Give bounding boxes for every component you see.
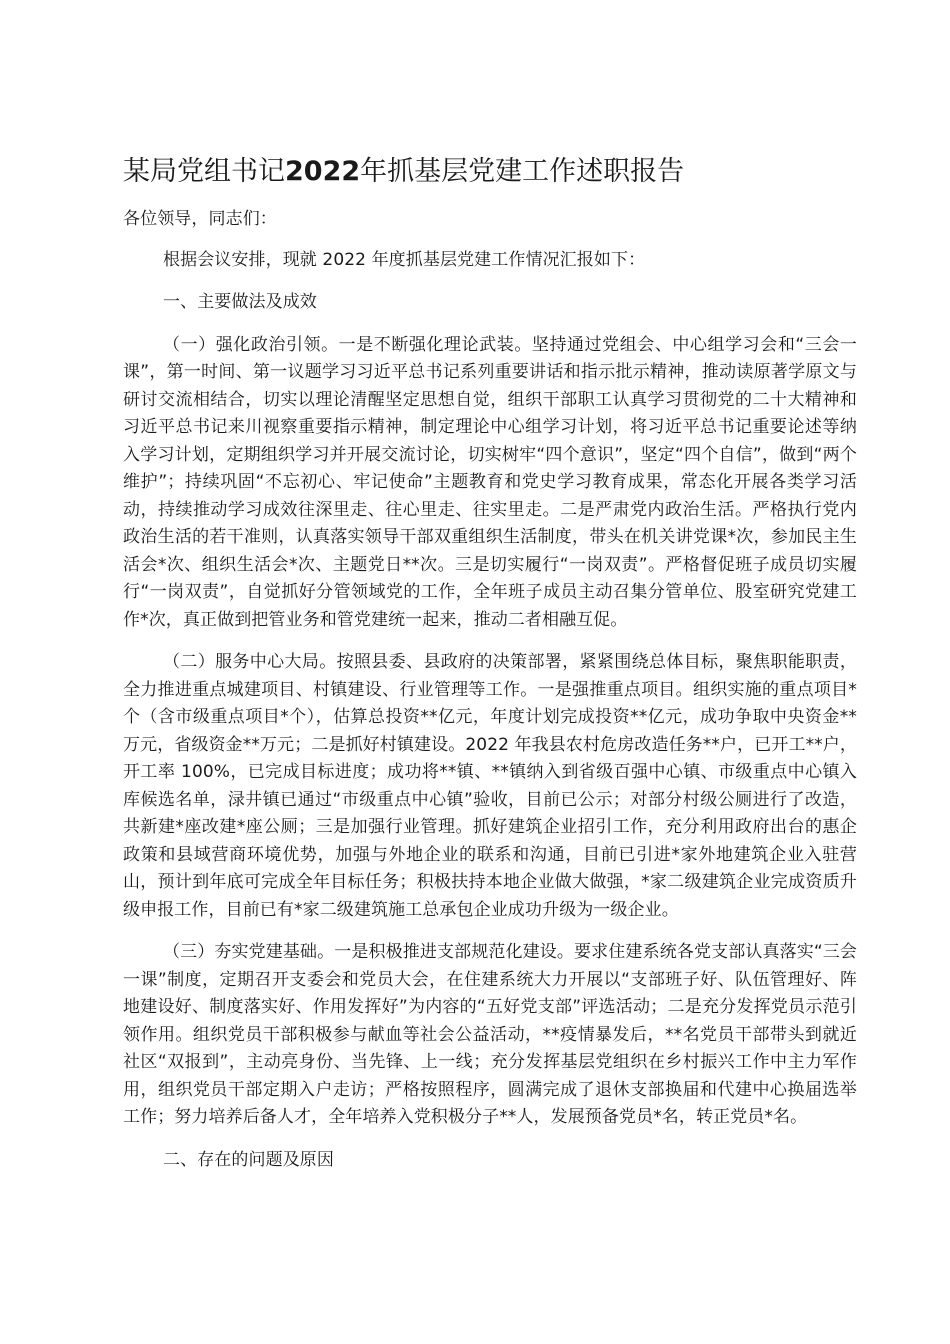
section-heading-1: 一、主要做法及成效 (163, 292, 317, 312)
title-suffix: 年抓基层党建工作述职报告 (360, 156, 685, 187)
section-heading-2: 二、存在的问题及原因 (163, 1149, 334, 1170)
document-title (123, 152, 903, 192)
document-body (123, 206, 857, 1189)
title-year: 2022 (285, 156, 361, 187)
title-prefix: 某局党组书记 (123, 156, 285, 187)
paragraph-party-foundation: （三）夯实党建基础。一是积极推进支部规范化建设。要求住建系统各党支部认真落实“三会一课”制度，定期召开支委会和党员大会，在住建系统大力开展以“支部班子好、队伍管理好、阵地建设好、制度落实好、作用发挥好”为内容的“五好党支部”评选活动；二是充分发挥党员示范引领作用。组织党员干部积极参与献血等社会公益活动，**疫情暴发后，**名党员干部带头到就近社区“双报到”，主动亮身份、当先锋、上一线；充分发挥基层党组织在乡村振兴工作中主力军作用，组织党员干部定期入户走访；严格按照程序，圆满完成了退休支部换届和代建中心换届选举工作；努力培养后备人才，全年培养入党积极分子**人，发展预备党员*名，转正党员*名。 (123, 942, 857, 1127)
intro-paragraph: 根据会议安排，现就 2022 年度抓基层党建工作情况汇报如下： (163, 249, 646, 270)
paragraph-political-leadership: （一）强化政治引领。一是不断强化理论武装。坚持通过党组会、中心组学习会和“三会一课”，第一时间、第一议题学习习近平总书记系列重要讲话和指示批示精神，推动读原著学原文与研讨交流相结合，切实以理论清醒坚定思想自觉，组织干部职工认真学习贯彻党的二十大精神和习近平总书记来川视察重要指示精神，制定理论中心组学习计划，将习近平总书记重要论述等纳入学习计划，定期组织学习并开展交流讨论，切实树牢“四个意识”，坚定“四个自信”，做到“两个维护”；持续巩固“不忘初心、牢记使命”主题教育和党史学习教育成果，常态化开展各类学习活动，持续推动学习成效往深里走、往心里走、往实里走。二是严肃党内政治生活。严格执行党内政治生活的若干准则，认真落实领导干部双重组织生活制度，带头在机关讲党课*次，参加民主生活会*次、组织生活会*次、主题党日**次。三是切实履行“一岗双责”。严格督促班子成员切实履行“一岗双责”，自觉抓好分管领域党的工作，全年班子成员主动召集分管单位、股室研究党建工作*次，真正做到把管业务和管党建统一起来，推动二者相融互促。 (123, 334, 857, 630)
paragraph-serve-center: （二）服务中心大局。按照县委、县政府的决策部署，紧紧围绕总体目标，聚焦职能职责，全力推进重点城建项目、村镇建设、行业管理等工作。一是强推重点项目。组织实施的重点项目*个（含市级重点项目*个），估算总投资**亿元，年度计划完成投资**亿元，成功争取中央资金**万元，省级资金**万元；二是抓好村镇建设。2022 年我县农村危房改造任务**户，已开工**户，开工率 100%，已完成目标进度；成功将**镇、**镇纳入到省级百强中心镇、市级重点中心镇入库候选名单，渌井镇已通过“市级重点中心镇”验收，目前已公示；对部分村级公厕进行了改造，共新建*座改建*座公厕；三是加强行业管理。抓好建筑企业招引工作，充分利用政府出台的惠企政策和县域营商环境优势，加强与外地企业的联系和沟通，目前已引进*家外地建筑企业入驻营山，预计到年底可完成全年目标任务；积极扶持本地企业做大做强，*家二级建筑企业完成资质升级申报工作，目前已有*家二级建筑施工总承包企业成功升级为一级企业。 (123, 652, 857, 920)
salutation: 各位领导，同志们： (123, 209, 277, 229)
